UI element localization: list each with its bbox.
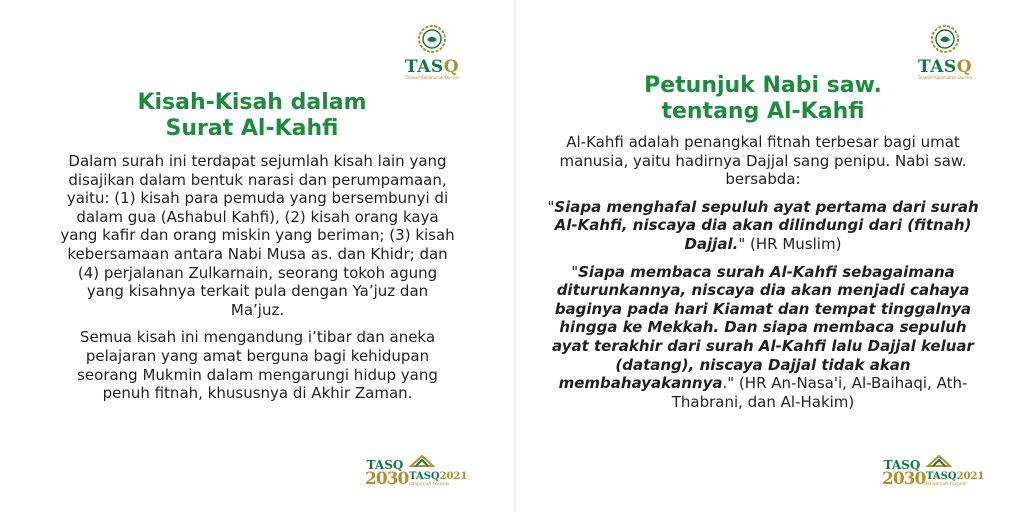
paragraph: Semua kisah ini mengandung i’tibar dan aneka pelajaran yang amat berguna bagi kehidupan seorang Mukmin dalam mengarungi hidup yang penuh fitnah, khususnya di Akhir Zaman. [77,328,438,403]
footer-logos [365,452,468,489]
left-panel [10,0,510,512]
paragraph: Dalam surah ini terdapat sejumlah kisah lain yang disajikan dalam bentuk narasi dan perumpamaan, yaitu: (1) kisah para pemuda yang bersembunyi di dalam gua (Ashabul Kahfi), (2) kisah orang kaya yang kafir dan orang miskin yang beriman; (3) kisah kebersamaan antara Nabi Musa as. dan Khidr; dan (4) perjalanan Zulkarnain, seorang tokoh agung yang kisahnya terkait pula dengan Ya’juz dan Ma’juz. [60,152,455,319]
hadith-quote: "Siapa menghafal sepuluh ayat pertama dari surah Al-Kahfi, niscaya dia akan dilindungi dari (fitnah) Dajjal." (HR Muslim) [547,197,979,253]
page-title: Kisah-Kisah dalam Surat Al-Kahfi [137,90,367,141]
brand-name: TASQ [918,57,972,77]
page-title: Petunjuk Nabi saw. tentang Al-Kahfi [644,73,882,124]
book-mark-icon [926,452,952,468]
tasq-2030-logo: TASQ 2030 [365,458,409,489]
tasq-2021-logo: TASQ2021 Istiqomah Forever [409,452,461,487]
footer-logos [882,452,985,489]
paragraph: Al-Kahfi adalah penangkal fitnah terbesar bagi umat manusia, yaitu hadirnya Dajjal sang penipu. Nabi saw. bersabda: [559,133,967,189]
tasq-emblem-icon [417,24,447,54]
tasq-logo [915,24,975,80]
tasq-2030-logo: TASQ 2030 [882,458,926,489]
tasq-logo [402,24,462,80]
hadith-quote: "Siapa membaca surah Al-Kahfi sebagaimana diturunkannya, niscaya dia akan menjadi cahaya baginya pada hari Kiamat dan tempat tinggalnya hingga ke Mekkah. Dan siapa membaca sepuluh ayat terakhir dari surah Al-Kahfi lalu Dajjal keluar (datang), niscaya Dajjal tidak akan membahayakannya." (HR An-Nasa'i, Al-Baihaqi, Ath-Thabrani, dan Al-Hakim) [552,262,974,411]
brand-tagline: Tilawah Kalamullah Qur'ani [917,75,973,80]
tasq-emblem-icon [930,24,960,54]
article-body [547,133,979,420]
right-panel [525,0,1025,512]
book-mark-icon [409,452,435,468]
brand-tagline: Tilawah Kalamullah Qur'ani [404,75,460,80]
brand-name: TASQ [405,57,459,77]
tasq-2021-logo: TASQ2021 Istiqomah Forever [926,452,978,487]
article-body [60,152,455,412]
